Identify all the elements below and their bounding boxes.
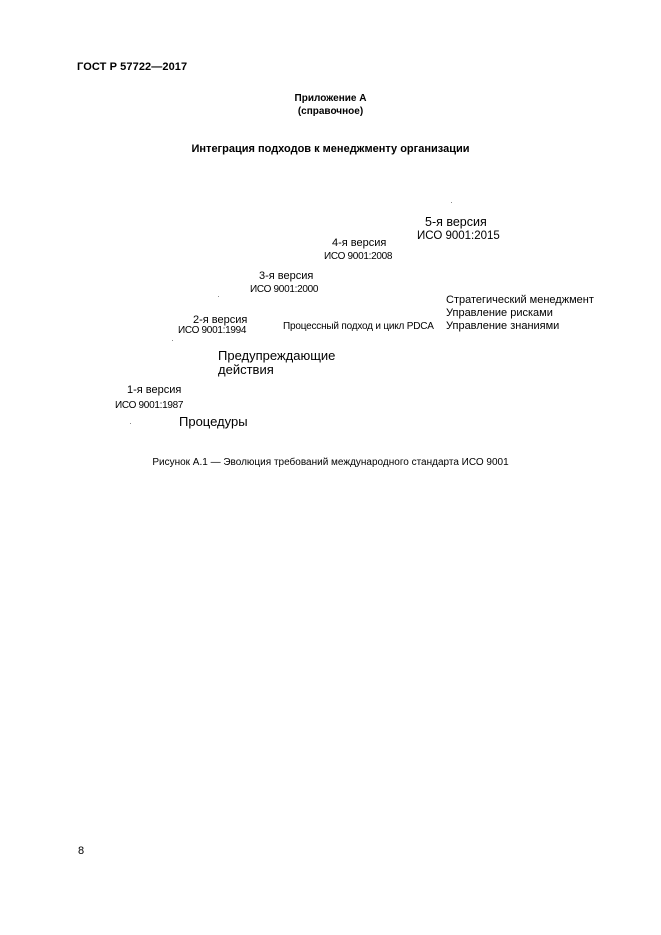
appendix-subtitle: (справочное) [297, 106, 364, 117]
version-4-label: 4-я версия [332, 237, 387, 249]
version-4-standard: ИСО 9001:2008 [324, 251, 393, 262]
page-number: 8 [78, 845, 85, 857]
document-code-header: ГОСТ Р 57722—2017 [77, 61, 188, 73]
version-5-feature-1: Стратегический менеджмент [446, 294, 594, 306]
figure-caption: Рисунок А.1 — Эволюция требований международного стандарта ИСО 9001 [152, 457, 509, 468]
version-3-label: 3-я версия [259, 270, 314, 282]
version-5-feature-2: Управление рисками [446, 307, 553, 319]
version-5-feature-3: Управление знаниями [446, 320, 560, 332]
scan-speck [130, 423, 131, 424]
version-1-standard: ИСО 9001:1987 [115, 400, 184, 411]
section-title: Интеграция подходов к менеджменту организации [191, 143, 470, 155]
version-2-feature-line1: Предупреждающие [218, 348, 336, 363]
version-3-standard: ИСО 9001:2000 [250, 284, 319, 295]
version-1-label: 1-я версия [127, 384, 182, 396]
scan-speck [451, 202, 452, 203]
version-2-feature-line2: действия [218, 362, 274, 377]
version-5-label: 5-я версия [425, 215, 487, 229]
evolution-figure [0, 190, 661, 440]
scan-speck [172, 340, 173, 341]
version-1-feature: Процедуры [179, 414, 248, 429]
version-2-standard: ИСО 9001:1994 [178, 325, 247, 336]
scan-speck [218, 296, 219, 297]
version-5-standard: ИСО 9001:2015 [417, 230, 500, 242]
version-2-label: 2-я версия [193, 314, 248, 326]
appendix-title: Приложение А [294, 93, 367, 104]
version-3-feature: Процессный подход и цикл PDCA [283, 321, 434, 332]
